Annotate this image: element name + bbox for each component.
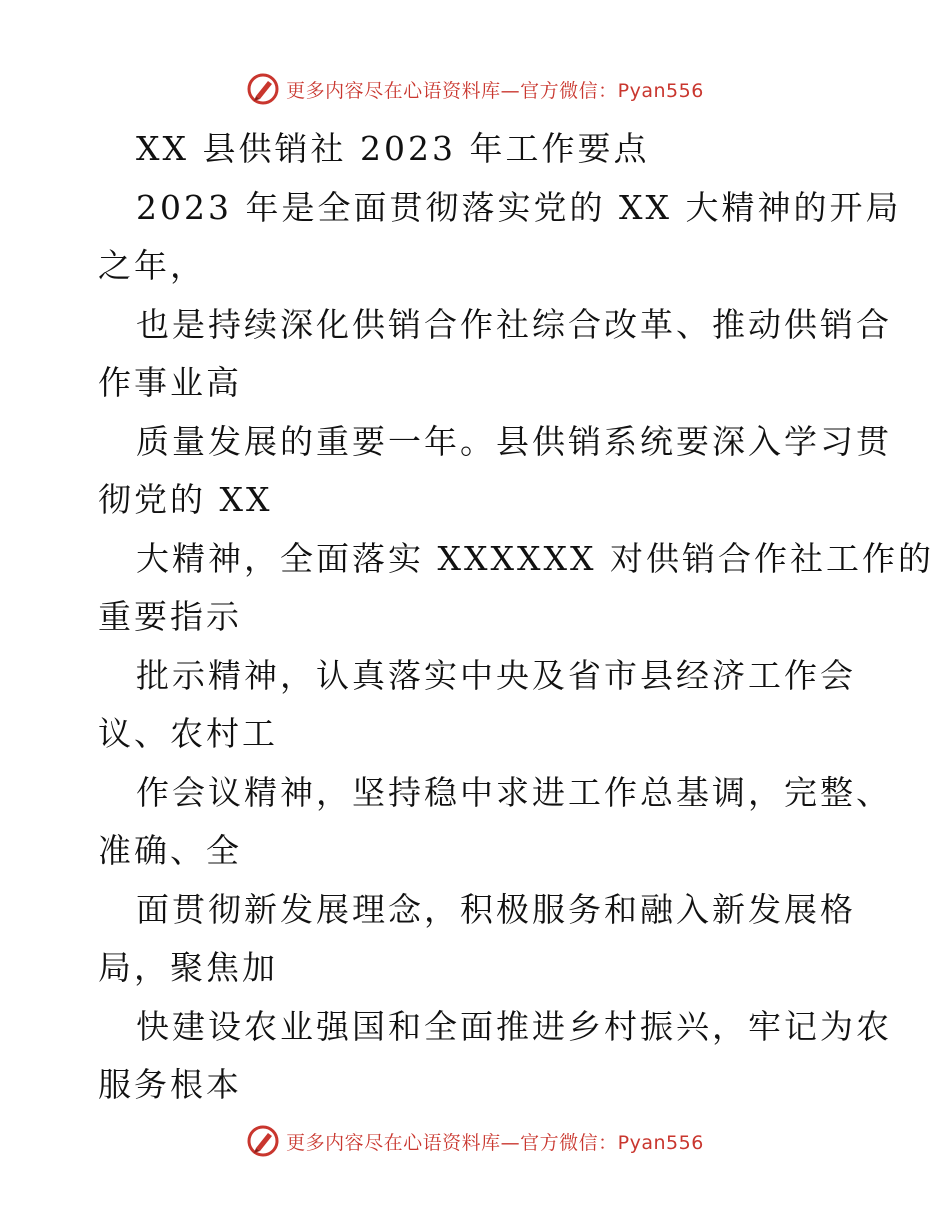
- text-line: 大精神，全面落实 XXXXXX 对供销合作社工作的: [136, 538, 934, 578]
- header-watermark: [0, 72, 950, 106]
- text-line: 2023 年是全面贯彻落实党的 XX 大精神的开局: [136, 187, 902, 227]
- text-line: 服务根本: [98, 1065, 242, 1104]
- pen-logo-icon: [246, 72, 280, 106]
- text-line: 也是持续深化供销合作社综合改革、推动供销合: [136, 304, 892, 344]
- text-line: 批示精神，认真落实中央及省市县经济工作会: [136, 655, 856, 695]
- footer-watermark: [0, 1124, 950, 1158]
- pen-logo-icon: [246, 1124, 280, 1158]
- text-line: 质量发展的重要一年。县供销系统要深入学习贯: [136, 421, 892, 461]
- text-line: 作会议精神，坚持稳中求进工作总基调，完整、: [136, 772, 892, 812]
- text-line: 局，聚焦加: [98, 948, 278, 987]
- watermark-text: 更多内容尽在心语资料库—官方微信：Pyan556: [286, 79, 704, 102]
- text-line: 作事业高: [98, 363, 242, 402]
- text-line: XX 县供销社 2023 年工作要点: [136, 129, 650, 168]
- text-line: 准确、全: [98, 831, 242, 870]
- text-line: 之年，: [98, 246, 206, 285]
- document-body: [98, 120, 934, 1115]
- text-line: 面贯彻新发展理念，积极服务和融入新发展格: [136, 889, 856, 929]
- text-line: 重要指示: [98, 597, 242, 636]
- text-line: 议、农村工: [98, 714, 278, 753]
- text-line: 快建设农业强国和全面推进乡村振兴，牢记为农: [136, 1006, 892, 1046]
- text-line: 彻党的 XX: [98, 480, 273, 519]
- watermark-text: 更多内容尽在心语资料库—官方微信：Pyan556: [286, 1131, 704, 1154]
